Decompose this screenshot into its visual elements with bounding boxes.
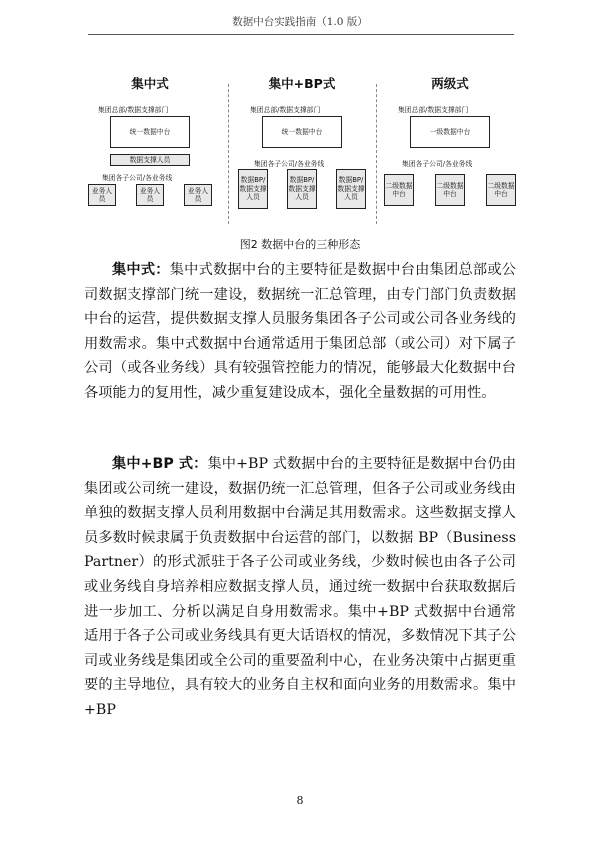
subsidiary-label: 集团各子公司/各业务线 [254, 160, 325, 168]
platform-box: 统一数据中台 [110, 116, 190, 148]
hq-label: 集团总部/数据支撑部门 [98, 106, 169, 114]
business-user-box: 业务人员 [184, 184, 212, 206]
paragraph-centralized-bp [84, 452, 516, 723]
paragraph-text: 集中+BP 式数据中台的主要特征是数据中台仍由集团或公司统一建设，数据仍统一汇总管理，但各子公司或业务线由单独的数据支撑人员利用数据中台满足其用数需求。这些数据支撑人员多数时候隶属于负责数据中台运营的部门，以数据 BP（Business Partner）的形式派驻于各子公司或业务线，少数时候也由各子公司或业务线自身培养相应数据支撑人员，通过统一数据中台获取数据后进一步加工、分析以满足自身用数需求。集中+BP 式数据中台通常适用于各子公司或业务线具有更大话语权的情况，多数情况下其子公司或业务线是集团或全公司的重要盈利中心，在业务决策中占据更重要的主导地位，具有较大的业务自主权和面向业务的用数需求。集中+BP [84, 456, 517, 718]
panel-centralized [80, 74, 220, 220]
data-bp-box: 数据BP/数据支撑人员 [287, 169, 317, 209]
paragraph-lead: 集中式： [112, 262, 170, 278]
secondary-platform-box: 二级数据中台 [384, 174, 414, 206]
secondary-platform-box: 二级数据中台 [486, 174, 516, 206]
platform-box: 统一数据中台 [262, 116, 342, 148]
subsidiary-label: 集团各子公司/各业务线 [102, 174, 173, 182]
business-user-box: 业务人员 [88, 184, 116, 206]
page-number: 8 [296, 794, 304, 807]
platform-box: 一级数据中台 [410, 116, 490, 148]
hq-label: 集团总部/数据支撑部门 [398, 106, 469, 114]
panel-title: 集中式 [131, 76, 169, 91]
data-bp-box: 数据BP/数据支撑人员 [238, 169, 268, 209]
business-user-box: 业务人员 [136, 184, 164, 206]
subsidiary-label: 集团各子公司/各业务线 [402, 160, 473, 168]
panel-two-tier [380, 74, 520, 220]
panel-centralized-bp [232, 74, 372, 220]
panel-separator [228, 84, 229, 224]
header-rule [88, 34, 514, 35]
support-staff-box: 数据支撑人员 [110, 154, 190, 166]
data-bp-box: 数据BP/数据支撑人员 [336, 169, 366, 209]
paragraph-lead: 集中+BP 式： [112, 456, 208, 472]
panel-title: 两级式 [431, 76, 469, 91]
figure-caption: 图2 数据中台的三种形态 [239, 238, 361, 251]
running-header: 数据中台实践指南（1.0 版） [232, 16, 368, 28]
secondary-platform-box: 二级数据中台 [435, 174, 465, 206]
hq-label: 集团总部/数据支撑部门 [250, 106, 321, 114]
panel-title: 集中+BP式 [268, 76, 336, 91]
three-forms-diagram [80, 74, 520, 224]
paragraph-centralized [84, 258, 516, 406]
panel-separator [376, 84, 377, 224]
paragraph-text: 集中式数据中台的主要特征是数据中台由集团总部或公司数据支撑部门统一建设，数据统一汇总管理，由专门部门负责数据中台的运营，提供数据支撑人员服务集团各子公司或公司各业务线的用数需求。集中式数据中台通常适用于集团总部（或公司）对下属子公司（或各业务线）具有较强管控能力的情况，能够最大化数据中台各项能力的复用性，减少重复建设成本，强化全量数据的可用性。 [84, 262, 516, 401]
